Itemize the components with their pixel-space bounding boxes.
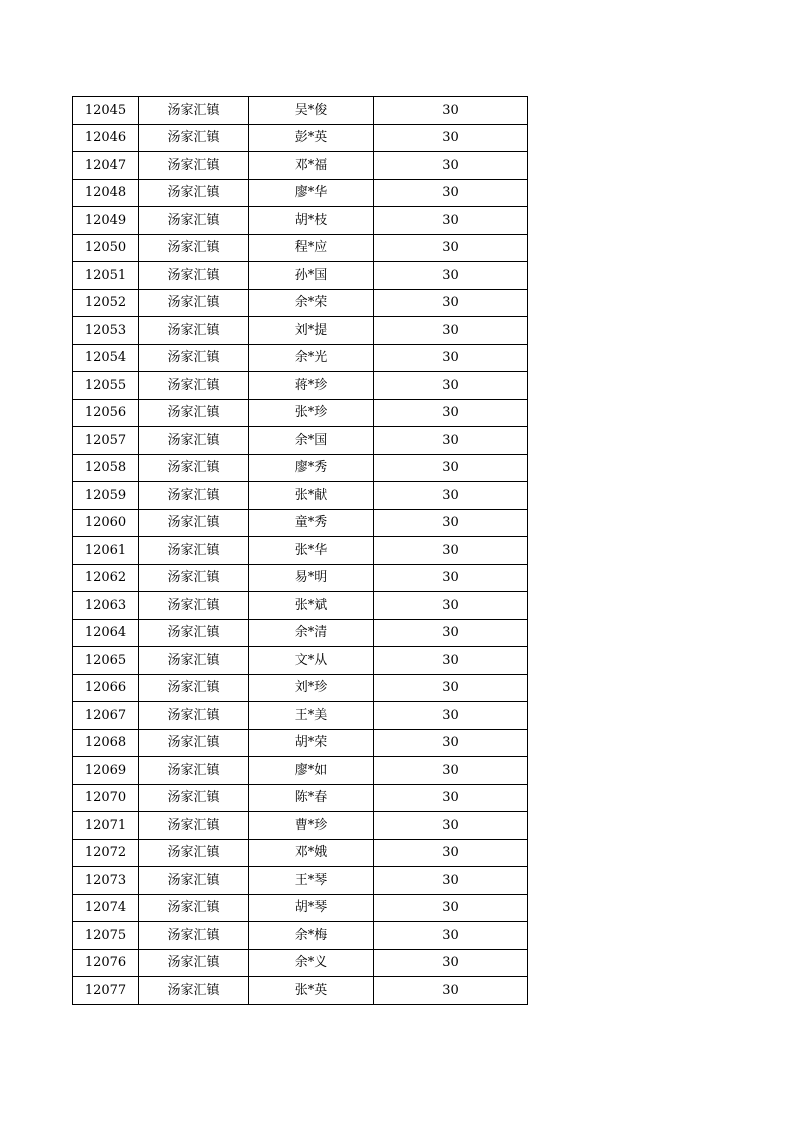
table-row bbox=[73, 124, 528, 152]
table-row bbox=[73, 262, 528, 290]
cell-name: 邓*娥 bbox=[249, 839, 374, 867]
cell-name: 陈*春 bbox=[249, 784, 374, 812]
cell-id: 12050 bbox=[73, 234, 139, 262]
cell-town: 汤家汇镇 bbox=[139, 344, 249, 372]
cell-town: 汤家汇镇 bbox=[139, 812, 249, 840]
cell-town: 汤家汇镇 bbox=[139, 977, 249, 1005]
cell-town: 汤家汇镇 bbox=[139, 564, 249, 592]
cell-name: 彭*英 bbox=[249, 124, 374, 152]
cell-town: 汤家汇镇 bbox=[139, 894, 249, 922]
table-row bbox=[73, 977, 528, 1005]
cell-town: 汤家汇镇 bbox=[139, 949, 249, 977]
table-row bbox=[73, 372, 528, 400]
cell-town: 汤家汇镇 bbox=[139, 592, 249, 620]
cell-town: 汤家汇镇 bbox=[139, 867, 249, 895]
cell-town: 汤家汇镇 bbox=[139, 234, 249, 262]
cell-id: 12056 bbox=[73, 399, 139, 427]
table-row bbox=[73, 344, 528, 372]
cell-amount: 30 bbox=[374, 262, 528, 290]
cell-name: 余*义 bbox=[249, 949, 374, 977]
table-row bbox=[73, 454, 528, 482]
table-row bbox=[73, 537, 528, 565]
cell-name: 胡*荣 bbox=[249, 729, 374, 757]
table-row bbox=[73, 757, 528, 785]
cell-name: 吴*俊 bbox=[249, 97, 374, 125]
cell-town: 汤家汇镇 bbox=[139, 152, 249, 180]
cell-id: 12055 bbox=[73, 372, 139, 400]
cell-name: 曹*珍 bbox=[249, 812, 374, 840]
cell-amount: 30 bbox=[374, 977, 528, 1005]
cell-amount: 30 bbox=[374, 537, 528, 565]
cell-id: 12054 bbox=[73, 344, 139, 372]
cell-amount: 30 bbox=[374, 757, 528, 785]
cell-id: 12053 bbox=[73, 317, 139, 345]
cell-id: 12067 bbox=[73, 702, 139, 730]
cell-id: 12059 bbox=[73, 482, 139, 510]
table-row bbox=[73, 427, 528, 455]
cell-name: 余*国 bbox=[249, 427, 374, 455]
cell-amount: 30 bbox=[374, 784, 528, 812]
table-row bbox=[73, 207, 528, 235]
table-row bbox=[73, 702, 528, 730]
cell-town: 汤家汇镇 bbox=[139, 97, 249, 125]
cell-name: 余*荣 bbox=[249, 289, 374, 317]
table-row bbox=[73, 619, 528, 647]
cell-amount: 30 bbox=[374, 949, 528, 977]
cell-id: 12069 bbox=[73, 757, 139, 785]
cell-id: 12072 bbox=[73, 839, 139, 867]
table-row bbox=[73, 949, 528, 977]
cell-id: 12062 bbox=[73, 564, 139, 592]
table-row bbox=[73, 592, 528, 620]
cell-town: 汤家汇镇 bbox=[139, 702, 249, 730]
cell-town: 汤家汇镇 bbox=[139, 399, 249, 427]
cell-town: 汤家汇镇 bbox=[139, 482, 249, 510]
data-table bbox=[72, 96, 528, 1005]
table-row bbox=[73, 647, 528, 675]
cell-town: 汤家汇镇 bbox=[139, 757, 249, 785]
table-row bbox=[73, 399, 528, 427]
cell-town: 汤家汇镇 bbox=[139, 839, 249, 867]
table-row bbox=[73, 812, 528, 840]
cell-amount: 30 bbox=[374, 482, 528, 510]
cell-town: 汤家汇镇 bbox=[139, 427, 249, 455]
cell-name: 张*献 bbox=[249, 482, 374, 510]
cell-id: 12076 bbox=[73, 949, 139, 977]
cell-amount: 30 bbox=[374, 674, 528, 702]
cell-name: 廖*如 bbox=[249, 757, 374, 785]
cell-town: 汤家汇镇 bbox=[139, 619, 249, 647]
cell-id: 12066 bbox=[73, 674, 139, 702]
cell-amount: 30 bbox=[374, 729, 528, 757]
cell-amount: 30 bbox=[374, 372, 528, 400]
cell-id: 12046 bbox=[73, 124, 139, 152]
cell-amount: 30 bbox=[374, 564, 528, 592]
cell-id: 12045 bbox=[73, 97, 139, 125]
cell-amount: 30 bbox=[374, 647, 528, 675]
cell-name: 文*从 bbox=[249, 647, 374, 675]
cell-name: 程*应 bbox=[249, 234, 374, 262]
table-row bbox=[73, 894, 528, 922]
cell-amount: 30 bbox=[374, 922, 528, 950]
table-row bbox=[73, 867, 528, 895]
cell-name: 廖*华 bbox=[249, 179, 374, 207]
cell-name: 王*美 bbox=[249, 702, 374, 730]
cell-id: 12051 bbox=[73, 262, 139, 290]
cell-name: 胡*琴 bbox=[249, 894, 374, 922]
cell-amount: 30 bbox=[374, 509, 528, 537]
cell-id: 12048 bbox=[73, 179, 139, 207]
table-row bbox=[73, 234, 528, 262]
cell-id: 12061 bbox=[73, 537, 139, 565]
cell-id: 12070 bbox=[73, 784, 139, 812]
table-row bbox=[73, 674, 528, 702]
cell-name: 张*华 bbox=[249, 537, 374, 565]
cell-amount: 30 bbox=[374, 344, 528, 372]
cell-id: 12063 bbox=[73, 592, 139, 620]
cell-id: 12071 bbox=[73, 812, 139, 840]
cell-amount: 30 bbox=[374, 702, 528, 730]
cell-town: 汤家汇镇 bbox=[139, 317, 249, 345]
table-row bbox=[73, 482, 528, 510]
table-row bbox=[73, 564, 528, 592]
cell-town: 汤家汇镇 bbox=[139, 537, 249, 565]
cell-name: 蒋*珍 bbox=[249, 372, 374, 400]
cell-name: 邓*福 bbox=[249, 152, 374, 180]
cell-amount: 30 bbox=[374, 317, 528, 345]
cell-amount: 30 bbox=[374, 399, 528, 427]
cell-name: 王*琴 bbox=[249, 867, 374, 895]
cell-amount: 30 bbox=[374, 207, 528, 235]
table-row bbox=[73, 97, 528, 125]
cell-name: 刘*珍 bbox=[249, 674, 374, 702]
cell-id: 12077 bbox=[73, 977, 139, 1005]
cell-amount: 30 bbox=[374, 427, 528, 455]
cell-town: 汤家汇镇 bbox=[139, 922, 249, 950]
cell-town: 汤家汇镇 bbox=[139, 784, 249, 812]
table-row bbox=[73, 289, 528, 317]
cell-name: 张*斌 bbox=[249, 592, 374, 620]
cell-amount: 30 bbox=[374, 179, 528, 207]
cell-name: 廖*秀 bbox=[249, 454, 374, 482]
table-body bbox=[73, 97, 528, 1005]
table-row bbox=[73, 179, 528, 207]
cell-name: 张*英 bbox=[249, 977, 374, 1005]
cell-name: 刘*提 bbox=[249, 317, 374, 345]
cell-amount: 30 bbox=[374, 592, 528, 620]
cell-amount: 30 bbox=[374, 454, 528, 482]
cell-town: 汤家汇镇 bbox=[139, 454, 249, 482]
cell-town: 汤家汇镇 bbox=[139, 647, 249, 675]
cell-id: 12068 bbox=[73, 729, 139, 757]
cell-town: 汤家汇镇 bbox=[139, 262, 249, 290]
cell-name: 张*珍 bbox=[249, 399, 374, 427]
cell-name: 余*光 bbox=[249, 344, 374, 372]
cell-id: 12074 bbox=[73, 894, 139, 922]
cell-id: 12060 bbox=[73, 509, 139, 537]
cell-town: 汤家汇镇 bbox=[139, 509, 249, 537]
table-row bbox=[73, 152, 528, 180]
cell-amount: 30 bbox=[374, 839, 528, 867]
cell-amount: 30 bbox=[374, 152, 528, 180]
table-row bbox=[73, 317, 528, 345]
cell-id: 12047 bbox=[73, 152, 139, 180]
cell-id: 12052 bbox=[73, 289, 139, 317]
cell-id: 12065 bbox=[73, 647, 139, 675]
cell-amount: 30 bbox=[374, 894, 528, 922]
cell-name: 胡*枝 bbox=[249, 207, 374, 235]
cell-name: 童*秀 bbox=[249, 509, 374, 537]
cell-name: 余*清 bbox=[249, 619, 374, 647]
cell-town: 汤家汇镇 bbox=[139, 729, 249, 757]
cell-town: 汤家汇镇 bbox=[139, 289, 249, 317]
cell-amount: 30 bbox=[374, 234, 528, 262]
cell-id: 12057 bbox=[73, 427, 139, 455]
cell-amount: 30 bbox=[374, 867, 528, 895]
cell-id: 12049 bbox=[73, 207, 139, 235]
cell-name: 孙*国 bbox=[249, 262, 374, 290]
cell-id: 12058 bbox=[73, 454, 139, 482]
cell-amount: 30 bbox=[374, 812, 528, 840]
cell-town: 汤家汇镇 bbox=[139, 179, 249, 207]
cell-town: 汤家汇镇 bbox=[139, 124, 249, 152]
cell-id: 12064 bbox=[73, 619, 139, 647]
cell-town: 汤家汇镇 bbox=[139, 207, 249, 235]
cell-id: 12075 bbox=[73, 922, 139, 950]
cell-amount: 30 bbox=[374, 124, 528, 152]
cell-id: 12073 bbox=[73, 867, 139, 895]
cell-name: 易*明 bbox=[249, 564, 374, 592]
table-row bbox=[73, 509, 528, 537]
table-row bbox=[73, 839, 528, 867]
table-row bbox=[73, 922, 528, 950]
cell-town: 汤家汇镇 bbox=[139, 372, 249, 400]
cell-amount: 30 bbox=[374, 619, 528, 647]
cell-amount: 30 bbox=[374, 97, 528, 125]
table-row bbox=[73, 729, 528, 757]
cell-amount: 30 bbox=[374, 289, 528, 317]
cell-town: 汤家汇镇 bbox=[139, 674, 249, 702]
cell-name: 余*梅 bbox=[249, 922, 374, 950]
table-row bbox=[73, 784, 528, 812]
